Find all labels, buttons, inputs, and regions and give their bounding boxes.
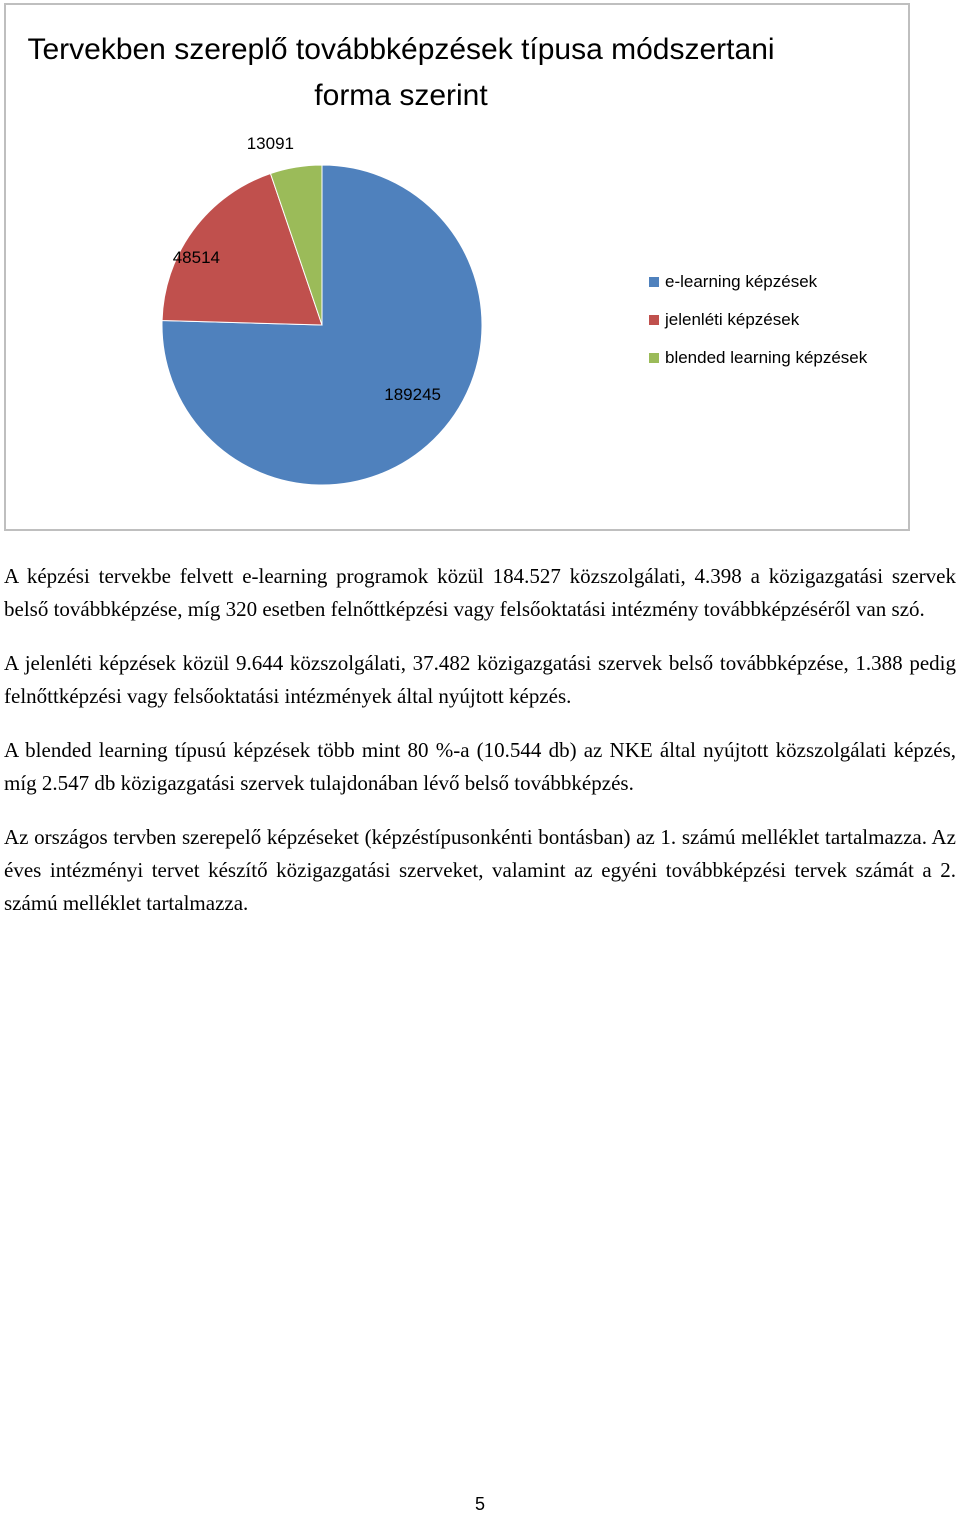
chart-title: Tervekben szereplő továbbképzések típusa módszertani forma szerint xyxy=(27,33,775,112)
data-label: 189245 xyxy=(384,385,441,404)
legend-swatch xyxy=(649,315,659,325)
body-text xyxy=(4,560,956,941)
legend-swatch xyxy=(649,353,659,363)
legend-label: jelenléti képzések xyxy=(665,310,800,329)
legend-label: blended learning képzések xyxy=(665,348,868,367)
paragraph: Az országos tervben szerepelő képzéseket (képzéstípusonkénti bontásban) az 1. számú melléklet tartalmazza. Az éves intézményi tervet készítő közigazgatási szerveket, valamint az egyéni továbbképzési tervek számát a 2. számú melléklet tartalmazza. xyxy=(4,825,956,915)
page-number: 5 xyxy=(474,1494,485,1514)
paragraph: A képzési tervekbe felvett e-learning programok közül 184.527 közszolgálati, 4.398 a közigazgatási szervek belső továbbképzése, míg 320 esetben felnőttképzési vagy felsőoktatási intézmény továbbképzéséről van szó. xyxy=(4,564,956,621)
chart-container xyxy=(4,3,910,531)
data-label: 13091 xyxy=(246,134,294,153)
data-label: 48514 xyxy=(172,248,220,267)
legend-swatch xyxy=(649,277,659,287)
paragraph: A jelenléti képzések közül 9.644 közszolgálati, 37.482 közigazgatási szervek belső továbbképzése, 1.388 pedig felnőttképzési vagy felsőoktatási intézmények által nyújtott képzés. xyxy=(4,651,956,708)
pie-chart xyxy=(6,5,912,533)
paragraph: A blended learning típusú képzések több mint 80 %-a (10.544 db) az NKE által nyújtott közszolgálati képzés, míg 2.547 db közigazgatási szervek tulajdonában lévő belső továbbképzés. xyxy=(4,738,956,795)
legend-label: e-learning képzések xyxy=(665,272,818,291)
